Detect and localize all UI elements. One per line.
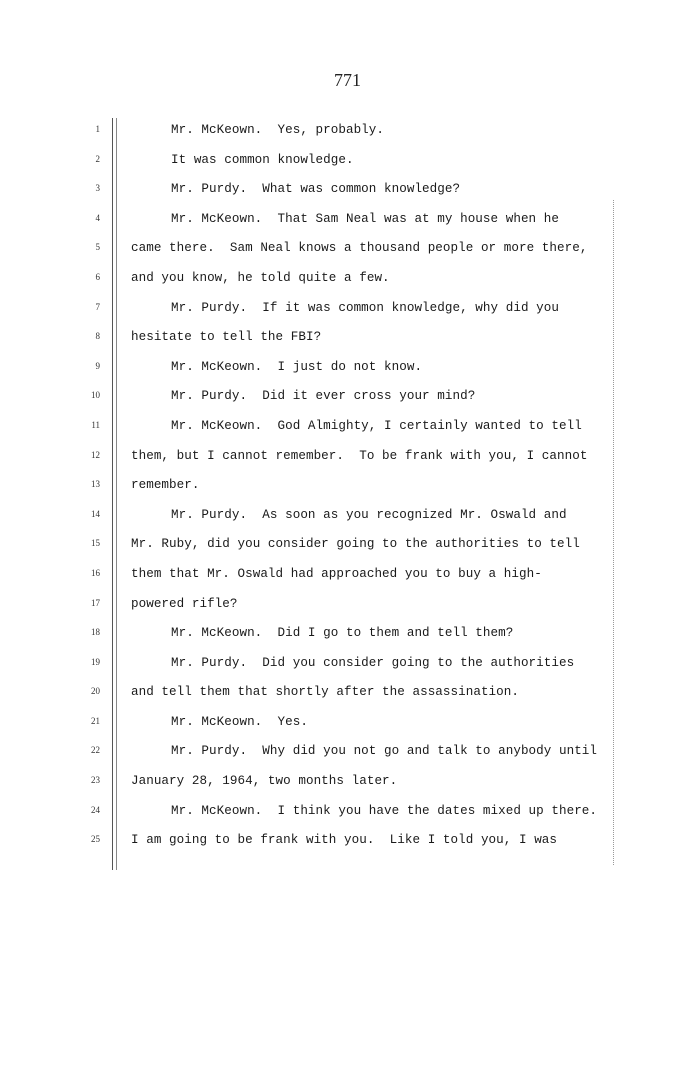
- line-number: 7: [95, 301, 100, 312]
- transcript-line: It was common knowledge.: [171, 152, 354, 167]
- transcript-line: and you know, he told quite a few.: [131, 270, 390, 285]
- transcript-line: Mr. McKeown. Yes.: [171, 714, 308, 729]
- line-number: 24: [91, 804, 100, 815]
- transcript-line: Mr. McKeown. Did I go to them and tell them?: [171, 626, 514, 641]
- line-number: 14: [91, 508, 100, 519]
- transcript-line: hesitate to tell the FBI?: [131, 330, 322, 345]
- line-number: 19: [91, 656, 100, 667]
- transcript-line: Mr. Ruby, did you consider going to the authorities to tell: [131, 537, 580, 552]
- transcript-line: Mr. McKeown. I think you have the dates mixed up there.: [171, 803, 598, 818]
- line-number: 22: [91, 745, 100, 756]
- line-number: 2: [95, 153, 100, 164]
- transcript-line: Mr. Purdy. If it was common knowledge, why did you: [171, 300, 559, 315]
- line-number: 10: [91, 390, 100, 401]
- line-number: 15: [91, 538, 100, 549]
- transcript-line: came there. Sam Neal knows a thousand people or more there,: [131, 241, 588, 256]
- transcript-line: Mr. Purdy. What was common knowledge?: [171, 182, 461, 197]
- transcript-line: Mr. McKeown. I just do not know.: [171, 359, 423, 374]
- transcript-line: Mr. Purdy. As soon as you recognized Mr. Oswald and: [171, 507, 567, 522]
- transcript-line: January 28, 1964, two months later.: [131, 774, 398, 789]
- line-number: 16: [91, 567, 100, 578]
- transcript-line: Mr. McKeown. God Almighty, I certainly wanted to tell: [171, 418, 582, 433]
- line-number: 25: [91, 834, 100, 845]
- line-number: 8: [95, 331, 100, 342]
- transcript-line: Mr. McKeown. Yes, probably.: [171, 123, 385, 137]
- left-margin-rule: [112, 118, 117, 870]
- transcript-line: Mr. Purdy. Did you consider going to the authorities: [171, 655, 575, 670]
- page-number: 771: [334, 70, 361, 90]
- line-number: 21: [91, 715, 100, 726]
- transcript-line: Mr. Purdy. Did it ever cross your mind?: [171, 389, 476, 404]
- line-number: 13: [91, 479, 100, 490]
- transcript-line: them, but I cannot remember. To be frank with you, I cannot: [131, 448, 588, 463]
- line-number: 1: [95, 124, 100, 134]
- line-number-column: [84, 120, 100, 860]
- line-number: 6: [95, 271, 100, 282]
- line-number: 5: [95, 242, 100, 253]
- line-number: 11: [91, 419, 100, 430]
- line-number: 18: [91, 627, 100, 638]
- line-number: 17: [91, 597, 100, 608]
- transcript-line: Mr. McKeown. That Sam Neal was at my house when he: [171, 211, 559, 226]
- line-number: 3: [95, 183, 100, 194]
- line-number: 20: [91, 686, 100, 697]
- transcript-line: I am going to be frank with you. Like I told you, I was: [131, 833, 558, 848]
- transcript-line: remember.: [131, 478, 200, 493]
- transcript-line: Mr. Purdy. Why did you not go and talk to anybody until: [171, 744, 598, 759]
- transcript-line: and tell them that shortly after the assassination.: [131, 685, 519, 700]
- line-number: 23: [91, 775, 100, 786]
- line-number: 12: [91, 449, 100, 460]
- transcript-body: [131, 120, 611, 860]
- line-number: 9: [95, 360, 100, 371]
- right-margin-rule: [613, 200, 614, 865]
- line-number: 4: [95, 212, 100, 223]
- transcript-line: them that Mr. Oswald had approached you to buy a high-: [131, 566, 542, 581]
- transcript-line: powered rifle?: [131, 596, 238, 611]
